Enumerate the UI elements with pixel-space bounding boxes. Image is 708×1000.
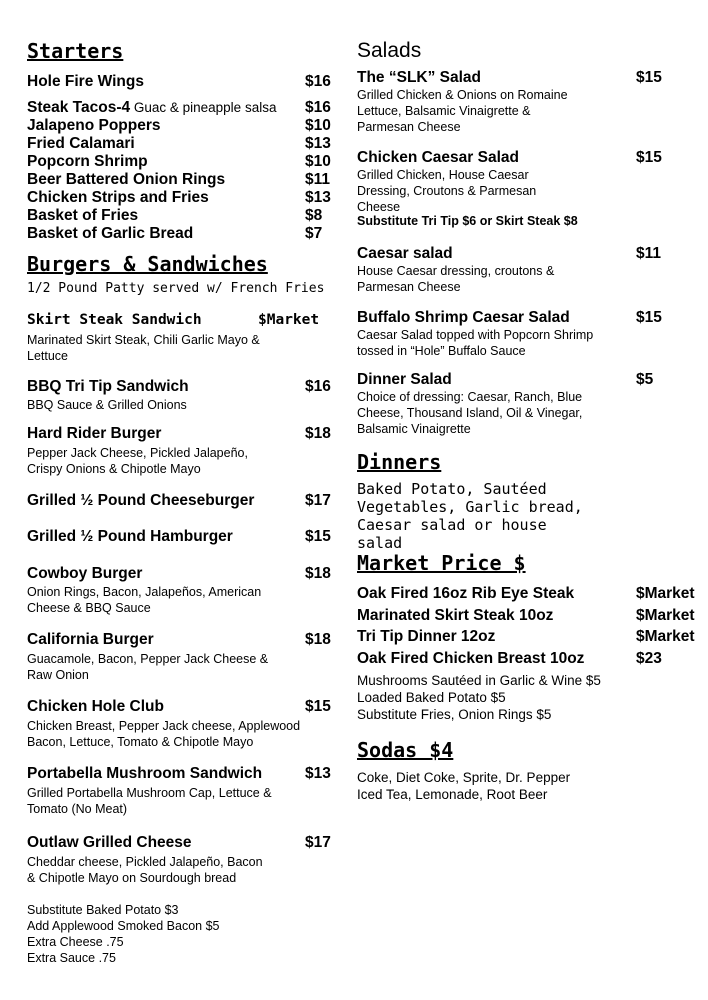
item-price: $Market	[636, 628, 695, 645]
item-name: Portabella Mushroom Sandwich	[27, 765, 263, 782]
item-description: Grilled Chicken & Onions on Romaine Lettuce, Balsamic Vinaigrette & Parmesan Cheese	[357, 88, 568, 134]
item-price: $5	[636, 371, 654, 388]
dinners-title: Dinners	[357, 450, 442, 474]
item-price: $11	[305, 171, 331, 188]
item-description: BBQ Sauce & Grilled Onions	[27, 398, 187, 412]
item-price: $18	[305, 425, 331, 442]
item-name: Popcorn Shrimp	[27, 153, 148, 170]
item-price: $16	[305, 378, 331, 395]
menu-item-row	[27, 834, 337, 852]
item-name: Beer Battered Onion Rings	[27, 171, 226, 188]
menu-item-row	[357, 149, 703, 167]
menu-item-row	[27, 117, 337, 135]
item-name: The “SLK” Salad	[357, 69, 482, 86]
item-description: Guacamole, Bacon, Pepper Jack Cheese & Raw Onion	[27, 652, 269, 682]
item-name: Basket of Garlic Bread	[27, 225, 194, 242]
menu-item-row	[27, 73, 337, 91]
item-name: Outlaw Grilled Cheese	[27, 834, 192, 851]
item-description: Chicken Breast, Pepper Jack cheese, Applewood Bacon, Lettuce, Tomato & Chipotle Mayo	[27, 719, 301, 749]
item-description: Marinated Skirt Steak, Chili Garlic Mayo & Lettuce	[27, 333, 260, 363]
menu-item-row	[27, 225, 337, 243]
item-price: $10	[305, 117, 331, 134]
item-description: Cheddar cheese, Pickled Jalapeño, Bacon & Chipotle Mayo on Sourdough bread	[27, 855, 263, 885]
menu-item-row	[27, 528, 337, 546]
menu-item-row	[27, 631, 337, 649]
menu-item-row	[27, 171, 337, 189]
item-price: $15	[305, 528, 331, 545]
item-description: House Caesar dressing, croutons & Parmesan Cheese	[357, 264, 555, 294]
item-name: Grilled ½ Pound Hamburger	[27, 528, 233, 545]
salads-title: Salads	[357, 39, 422, 62]
item-price: $Market	[636, 585, 695, 602]
starters-title: Starters	[27, 39, 124, 63]
menu-item-row	[27, 99, 337, 117]
item-note: Guac & pineapple salsa	[130, 100, 277, 115]
item-name: Chicken Strips and Fries	[27, 189, 209, 206]
item-price: $18	[305, 631, 331, 648]
extras-line: Add Applewood Smoked Bacon $5	[27, 919, 220, 933]
menu-item-row	[357, 371, 703, 389]
menu-item-row	[357, 69, 703, 87]
item-description: Caesar Salad topped with Popcorn Shrimp tossed in “Hole” Buffalo Sauce	[357, 328, 594, 358]
menu-item-row	[27, 565, 337, 583]
item-name: Steak Tacos-4	[27, 99, 131, 116]
item-price: $11	[636, 245, 662, 262]
item-name: Tri Tip Dinner 12oz	[357, 628, 496, 645]
item-name: Skirt Steak Sandwich	[27, 312, 202, 328]
extras-line: Substitute Baked Potato $3	[27, 903, 179, 917]
menu-item-row	[27, 153, 337, 171]
menu-item-row	[27, 698, 337, 716]
menu-item-row	[357, 245, 703, 263]
item-name: Oak Fired 16oz Rib Eye Steak	[357, 585, 575, 602]
menu-item-row	[27, 135, 337, 153]
item-price: $10	[305, 153, 331, 170]
sodas-line: Iced Tea, Lemonade, Root Beer	[357, 787, 548, 802]
item-description: Choice of dressing: Caesar, Ranch, Blue Cheese, Thousand Island, Oil & Vinegar, Balsamic Vinaigrette	[357, 390, 583, 436]
item-name: Chicken Caesar Salad	[357, 149, 519, 166]
item-price: $8	[305, 207, 323, 224]
item-name: Hole Fire Wings	[27, 73, 144, 90]
item-description: Onion Rings, Bacon, Jalapeños, American Cheese & BBQ Sauce	[27, 585, 262, 615]
menu-item-row	[357, 607, 703, 625]
sodas-title: Sodas $4	[357, 738, 454, 762]
item-price: $23	[636, 650, 662, 667]
item-description: Grilled Chicken, House Caesar Dressing, Croutons & Parmesan Cheese	[357, 168, 537, 214]
item-price: $16	[305, 99, 331, 116]
item-name: Buffalo Shrimp Caesar Salad	[357, 309, 570, 326]
item-name: Oak Fired Chicken Breast 10oz	[357, 650, 585, 667]
menu-item-row	[357, 309, 703, 327]
item-name: Caesar salad	[357, 245, 453, 262]
item-price: $17	[305, 834, 331, 851]
menu-item-row	[27, 765, 337, 783]
menu-item-row	[357, 585, 703, 603]
market-extra-line: Loaded Baked Potato $5	[357, 690, 506, 705]
item-name: Dinner Salad	[357, 371, 452, 388]
market-extra-line: Substitute Fries, Onion Rings $5	[357, 707, 552, 722]
item-name: Jalapeno Poppers	[27, 117, 161, 134]
item-description: Grilled Portabella Mushroom Cap, Lettuce & Tomato (No Meat)	[27, 786, 272, 816]
sodas-line: Coke, Diet Coke, Sprite, Dr. Pepper	[357, 770, 571, 785]
item-price: $13	[305, 765, 331, 782]
item-name: Basket of Fries	[27, 207, 139, 224]
burgers-subtitle: 1/2 Pound Patty served w/ French Fries	[27, 281, 325, 296]
menu-item-row	[27, 311, 337, 329]
item-name: Hard Rider Burger	[27, 425, 162, 442]
menu-item-row	[27, 492, 337, 510]
item-price: $18	[305, 565, 331, 582]
menu-item-row	[27, 378, 337, 396]
menu-item-row	[357, 628, 703, 646]
item-name: California Burger	[27, 631, 154, 648]
item-price: $17	[305, 492, 331, 509]
item-price: $Market	[636, 607, 695, 624]
item-price: $15	[636, 309, 662, 326]
item-name: Grilled ½ Pound Cheeseburger	[27, 492, 255, 509]
item-extra: Substitute Tri Tip $6 or Skirt Steak $8	[357, 214, 578, 228]
extras-line: Extra Cheese .75	[27, 935, 124, 949]
burgers-title: Burgers & Sandwiches	[27, 252, 268, 276]
item-price: $Market	[258, 312, 320, 328]
item-price: $13	[305, 135, 331, 152]
menu-item-row	[357, 650, 703, 668]
market-extra-line: Mushrooms Sautéed in Garlic & Wine $5	[357, 673, 601, 688]
item-price: $15	[636, 149, 662, 166]
item-description: Pepper Jack Cheese, Pickled Jalapeño, Crispy Onions & Chipotle Mayo	[27, 446, 248, 476]
item-name: BBQ Tri Tip Sandwich	[27, 378, 189, 395]
extras-line: Extra Sauce .75	[27, 951, 116, 965]
item-price: $13	[305, 189, 331, 206]
item-price: $16	[305, 73, 331, 90]
dinners-text: Baked Potato, Sautéed Vegetables, Garlic bread, Caesar salad or house salad	[357, 480, 583, 552]
item-name: Chicken Hole Club	[27, 698, 164, 715]
menu-item-row	[27, 425, 337, 443]
item-price: $7	[305, 225, 323, 242]
menu-item-row	[27, 207, 337, 225]
item-price: $15	[636, 69, 662, 86]
menu-item-row	[27, 189, 337, 207]
market-title: Market Price $	[357, 551, 526, 575]
item-price: $15	[305, 698, 331, 715]
item-name: Marinated Skirt Steak 10oz	[357, 607, 554, 624]
item-name: Cowboy Burger	[27, 565, 143, 582]
item-name: Fried Calamari	[27, 135, 135, 152]
